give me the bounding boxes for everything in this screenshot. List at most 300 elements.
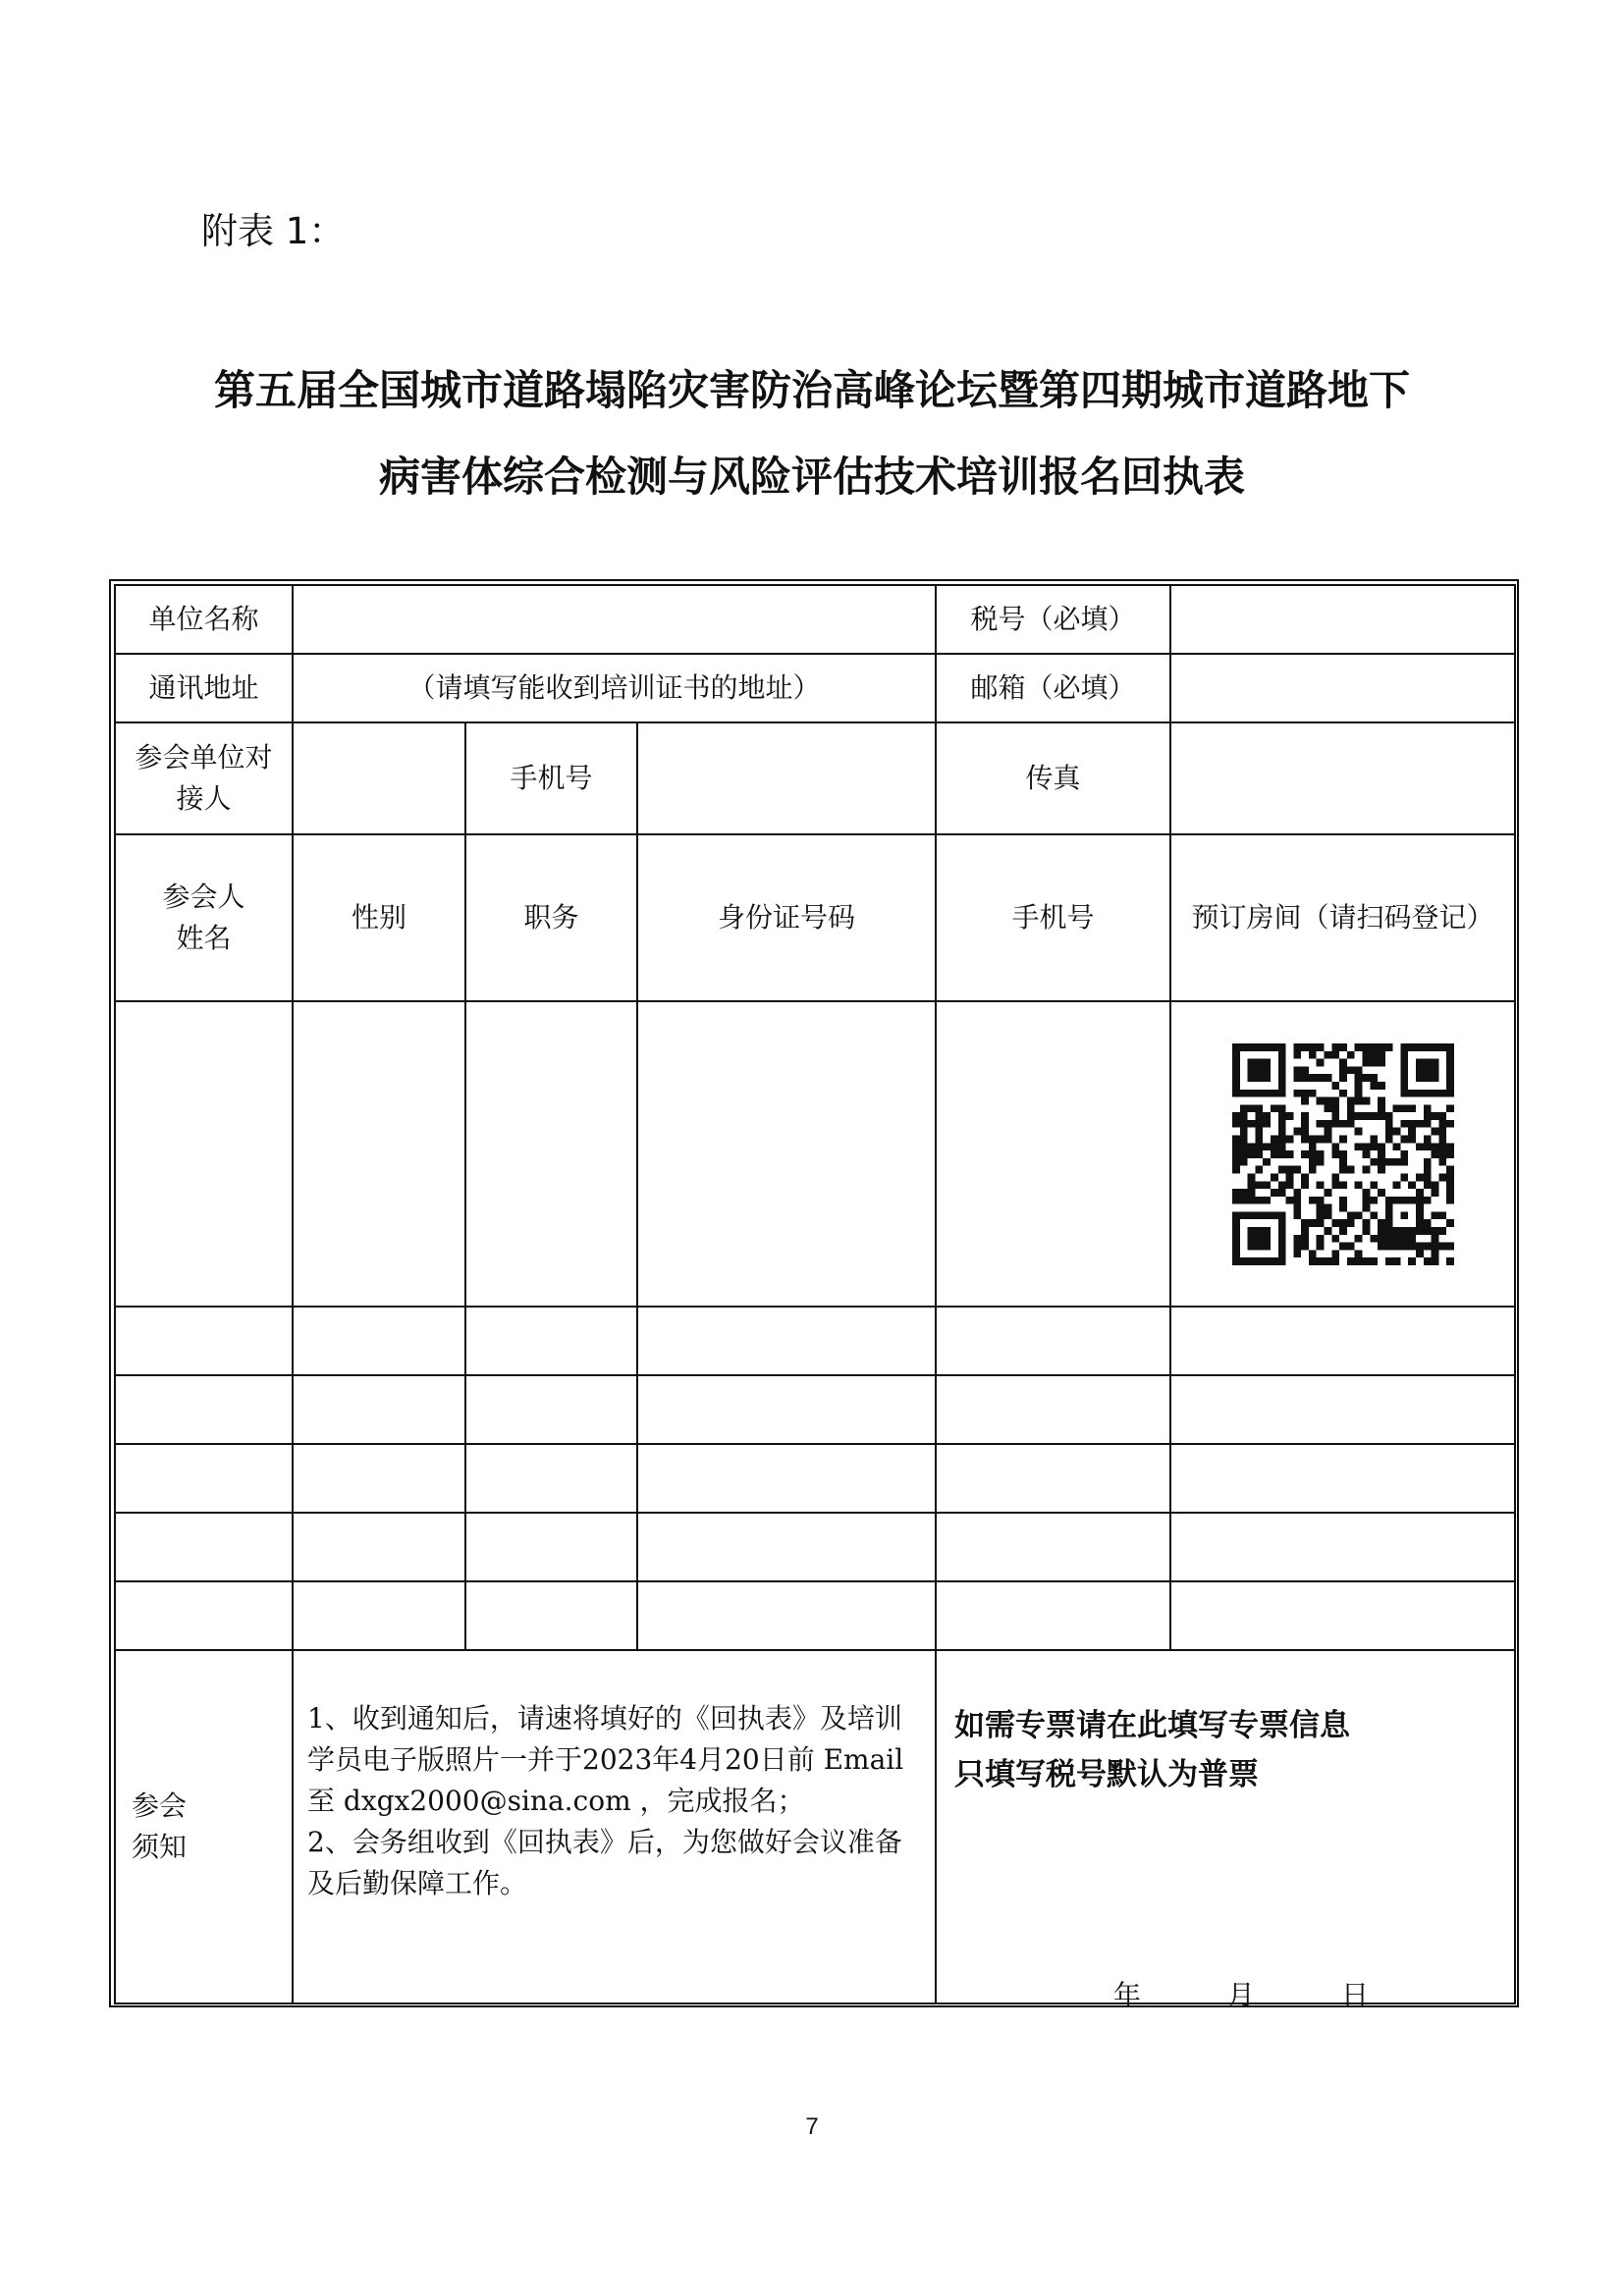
invoice-instruction-2: 只填写税号默认为普票 [954,1756,1260,1792]
qr-module [1301,1173,1309,1181]
blank-cell[interactable] [115,1307,293,1375]
blank-cell[interactable] [465,1581,637,1650]
qr-module [1232,1196,1240,1203]
qr-module [1362,1112,1370,1120]
qr-module [1423,1043,1431,1051]
qr-module [1431,1150,1438,1158]
qr-module [1232,1150,1240,1158]
qr-module [1232,1074,1240,1082]
qr-module [1339,1157,1347,1165]
qr-module [1232,1189,1240,1197]
qr-module [1255,1181,1263,1189]
qr-module [1270,1104,1277,1112]
qr-module [1232,1058,1240,1066]
qr-module [1446,1257,1454,1265]
address-field[interactable]: （请填写能收到培训证书的地址） [293,654,936,722]
qr-module [1346,1112,1354,1120]
qr-module [1400,1050,1408,1058]
qr-module [1384,1119,1392,1127]
qr-module [1301,1089,1309,1096]
qr-module [1255,1119,1263,1127]
blank-cell[interactable] [936,1581,1170,1650]
qr-module [1339,1074,1347,1082]
qr-module [1232,1242,1240,1250]
qr-module [1438,1173,1446,1181]
blank-cell[interactable] [936,1444,1170,1513]
qr-module [1263,1234,1271,1242]
qr-module [1392,1257,1400,1265]
qr-module [1263,1043,1271,1051]
qr-module [1384,1157,1392,1165]
mobile-header: 手机号 [936,834,1170,1001]
id-number-cell[interactable] [637,1001,936,1307]
qr-module [1384,1043,1392,1051]
qr-module [1232,1119,1240,1127]
qr-module [1247,1257,1255,1265]
blank-cell[interactable] [115,1375,293,1444]
qr-module [1255,1196,1263,1203]
qr-module [1384,1219,1392,1227]
qr-module [1446,1089,1454,1096]
qr-module [1293,1211,1301,1219]
qr-module [1423,1181,1431,1189]
attendee-name-cell[interactable] [115,1001,293,1307]
qr-module [1331,1257,1339,1265]
blank-cell[interactable] [293,1375,465,1444]
qr-module [1354,1257,1362,1265]
qr-module [1270,1143,1277,1150]
qr-module [1431,1058,1438,1066]
qr-module [1277,1165,1285,1173]
qr-module [1346,1165,1354,1173]
table-row [115,585,1515,654]
qr-module [1446,1043,1454,1051]
qr-module [1277,1050,1285,1058]
qr-module [1400,1135,1408,1143]
qr-module [1400,1074,1408,1082]
qr-module [1232,1211,1240,1219]
table-row [115,722,1515,834]
qr-module [1354,1066,1362,1074]
qr-module [1277,1127,1285,1135]
qr-module [1263,1112,1271,1120]
qr-module [1384,1227,1392,1235]
blank-cell[interactable] [1170,1444,1515,1513]
contact-label-line-2: 接人 [176,782,232,815]
blank-cell[interactable] [1170,1375,1515,1444]
qr-module [1339,1135,1347,1143]
qr-module [1431,1112,1438,1120]
qr-module [1293,1043,1301,1051]
qr-module [1247,1058,1255,1066]
qr-module [1285,1135,1293,1143]
qr-module [1446,1181,1454,1189]
qr-module [1277,1104,1285,1112]
qr-module [1255,1089,1263,1096]
qr-module [1416,1173,1424,1181]
notice-label-line-1: 参会 [132,1789,188,1822]
contact-label [115,722,293,834]
qr-module [1270,1135,1277,1143]
blank-cell[interactable] [637,1581,936,1650]
blank-cell[interactable] [936,1513,1170,1581]
qr-module [1308,1196,1316,1203]
qr-module [1354,1096,1362,1104]
qr-module [1346,1219,1354,1227]
qr-module [1263,1196,1271,1203]
qr-module [1232,1050,1240,1058]
qr-module [1277,1081,1285,1089]
qr-module [1316,1257,1324,1265]
id-number-header: 身份证号码 [637,834,936,1001]
qr-module [1400,1119,1408,1127]
qr-module [1423,1196,1431,1203]
notice-item-1-line-1: 1、收到通知后，请速将填好的《回执表》及培训 [307,1702,902,1735]
qr-module [1431,1189,1438,1197]
qr-module [1263,1143,1271,1150]
table-row [115,654,1515,722]
qr-module [1301,1096,1309,1104]
qr-module [1431,1211,1438,1219]
qr-module [1339,1219,1347,1227]
qr-module [1378,1043,1385,1051]
qr-module [1293,1050,1301,1058]
qr-module [1277,1074,1285,1082]
room-booking-header: 预订房间（请扫码登记） [1170,834,1515,1001]
date-month-label: 月 [1227,1979,1256,2011]
qr-module [1362,1189,1370,1197]
blank-cell[interactable] [293,1513,465,1581]
qr-module [1416,1219,1424,1227]
qr-module [1378,1096,1385,1104]
qr-module [1354,1127,1362,1135]
qr-module [1370,1257,1378,1265]
blank-cell[interactable] [293,1444,465,1513]
qr-module [1339,1242,1347,1250]
qr-module [1277,1089,1285,1096]
qr-module [1416,1143,1424,1150]
qr-module [1277,1181,1285,1189]
qr-module [1370,1181,1378,1189]
qr-module [1384,1234,1392,1242]
qr-module [1301,1181,1309,1189]
qr-module [1431,1043,1438,1051]
blank-cell[interactable] [1170,1581,1515,1650]
qr-module [1423,1135,1431,1143]
qr-module [1316,1096,1324,1104]
blank-cell[interactable] [465,1375,637,1444]
qr-module [1408,1196,1416,1203]
qr-module [1446,1058,1454,1066]
qr-module [1239,1189,1247,1197]
qr-module [1392,1143,1400,1150]
blank-cell[interactable] [465,1307,637,1375]
qr-module [1416,1242,1424,1250]
qr-module [1301,1219,1309,1227]
qr-module [1232,1135,1240,1143]
qr-module [1331,1081,1339,1089]
qr-module [1316,1196,1324,1203]
qr-module [1324,1189,1331,1197]
contact-name-field[interactable] [293,722,465,834]
qr-module [1285,1112,1293,1120]
blank-cell[interactable] [936,1307,1170,1375]
qr-module [1408,1135,1416,1143]
unit-name-field[interactable] [293,585,936,654]
qr-module [1255,1127,1263,1135]
qr-module [1346,1066,1354,1074]
qr-module [1331,1219,1339,1227]
qr-module [1232,1066,1240,1074]
qr-module [1277,1043,1285,1051]
qr-module [1416,1211,1424,1219]
qr-module [1232,1257,1240,1265]
qr-module [1293,1127,1301,1135]
qr-module [1370,1074,1378,1082]
qr-module [1239,1143,1247,1150]
qr-module [1247,1104,1255,1112]
qr-module [1331,1143,1339,1150]
qr-module [1277,1135,1285,1143]
qr-module [1270,1043,1277,1051]
qr-module [1423,1058,1431,1066]
qr-module [1446,1104,1454,1112]
table-row [115,1444,1515,1513]
qr-module [1416,1089,1424,1096]
document-title-line-2: 病害体综合检测与风险评估技术培训报名回执表 [378,453,1245,501]
blank-cell[interactable] [465,1513,637,1581]
qr-module [1331,1234,1339,1242]
qr-module [1354,1112,1362,1120]
qr-module [1339,1165,1347,1173]
qr-module [1446,1119,1454,1127]
blank-cell[interactable] [293,1581,465,1650]
qr-module [1301,1112,1309,1120]
qr-module [1255,1104,1263,1112]
qr-module [1255,1112,1263,1120]
qr-module [1362,1043,1370,1051]
qr-module [1431,1250,1438,1257]
qr-module [1324,1211,1331,1219]
qr-module [1277,1219,1285,1227]
qr-module [1446,1050,1454,1058]
qr-module [1400,1081,1408,1089]
qr-module [1308,1219,1316,1227]
qr-module [1301,1043,1309,1051]
qr-module [1324,1257,1331,1265]
qr-module [1263,1119,1271,1127]
qr-module [1239,1119,1247,1127]
qr-module [1370,1050,1378,1058]
qr-module [1416,1066,1424,1074]
qr-module [1316,1242,1324,1250]
qr-module [1423,1089,1431,1096]
qr-code-icon[interactable] [1232,1043,1454,1265]
qr-module [1431,1181,1438,1189]
qr-module [1247,1173,1255,1181]
qr-module [1247,1066,1255,1074]
blank-cell[interactable] [637,1375,936,1444]
qr-module [1392,1104,1400,1112]
qr-module [1331,1181,1339,1189]
qr-module [1239,1150,1247,1158]
qr-module [1255,1074,1263,1082]
document-title-line-1: 第五届全国城市道路塌陷灾害防治高峰论坛暨第四期城市道路地下 [213,366,1410,414]
qr-module [1285,1165,1293,1173]
qr-module [1423,1257,1431,1265]
qr-module [1438,1135,1446,1143]
qr-module [1392,1157,1400,1165]
blank-cell[interactable] [465,1444,637,1513]
qr-module [1301,1234,1309,1242]
gender-cell[interactable] [293,1001,465,1307]
email-field[interactable] [1170,654,1515,722]
qr-module [1263,1058,1271,1066]
qr-module [1416,1074,1424,1082]
tax-id-field[interactable] [1170,585,1515,654]
attendee-name-line-1: 参会人 [162,881,245,913]
qr-module [1239,1104,1247,1112]
qr-module [1277,1234,1285,1242]
qr-module [1324,1135,1331,1143]
qr-module [1263,1242,1271,1250]
qr-module [1378,1219,1385,1227]
qr-module [1354,1074,1362,1082]
qr-module [1285,1150,1293,1158]
qr-module [1247,1150,1255,1158]
invoice-info-cell[interactable] [936,1650,1515,2011]
qr-module [1346,1257,1354,1265]
qr-module [1331,1150,1339,1158]
qr-module [1346,1050,1354,1058]
qr-module [1232,1250,1240,1257]
qr-module [1446,1074,1454,1082]
qr-module [1277,1112,1285,1120]
qr-module [1239,1127,1247,1135]
qr-module [1277,1257,1285,1265]
qr-module [1392,1234,1400,1242]
qr-module [1247,1234,1255,1242]
qr-module [1346,1104,1354,1112]
qr-module [1255,1257,1263,1265]
qr-module [1392,1127,1400,1135]
qr-module [1384,1127,1392,1135]
notice-item-2-line-2: 及后勤保障工作。 [307,1867,528,1899]
qr-module [1416,1119,1424,1127]
table-row [115,1307,1515,1375]
qr-module [1277,1242,1285,1250]
gender-header: 性别 [293,834,465,1001]
qr-module [1438,1227,1446,1235]
qr-module [1277,1119,1285,1127]
qr-module [1316,1074,1324,1082]
qr-module [1316,1219,1324,1227]
qr-module [1408,1257,1416,1265]
qr-module [1247,1181,1255,1189]
qr-module [1301,1127,1309,1135]
qr-module [1446,1242,1454,1250]
blank-cell[interactable] [293,1307,465,1375]
fax-field[interactable] [1170,722,1515,834]
qr-module [1277,1143,1285,1150]
qr-module [1277,1066,1285,1074]
qr-module [1301,1066,1309,1074]
qr-module [1370,1157,1378,1165]
contact-mobile-field[interactable] [637,722,936,834]
position-cell[interactable] [465,1001,637,1307]
qr-module [1308,1043,1316,1051]
qr-module [1247,1196,1255,1203]
qr-module [1346,1211,1354,1219]
qr-module [1239,1196,1247,1203]
qr-module [1378,1242,1385,1250]
qr-module [1277,1189,1285,1197]
qr-module [1423,1219,1431,1227]
blank-cell[interactable] [115,1444,293,1513]
qr-module [1438,1043,1446,1051]
qr-module [1384,1196,1392,1203]
notice-label [115,1650,293,2003]
qr-module [1316,1157,1324,1165]
blank-cell[interactable] [1170,1307,1515,1375]
blank-cell[interactable] [936,1375,1170,1444]
qr-module [1339,1150,1347,1158]
qr-module [1423,1066,1431,1074]
qr-module [1232,1043,1240,1051]
qr-module [1446,1150,1454,1158]
qr-module [1416,1227,1424,1235]
blank-cell[interactable] [115,1513,293,1581]
qr-module [1293,1203,1301,1211]
qr-module [1339,1119,1347,1127]
blank-cell[interactable] [1170,1513,1515,1581]
qr-module [1408,1181,1416,1189]
qr-module [1232,1227,1240,1235]
qr-module [1301,1119,1309,1127]
qr-module [1400,1150,1408,1158]
qr-module [1301,1227,1309,1235]
blank-cell[interactable] [637,1444,936,1513]
mobile-cell[interactable] [936,1001,1170,1307]
qr-module [1277,1250,1285,1257]
qr-module [1446,1066,1454,1074]
blank-cell[interactable] [637,1513,936,1581]
qr-module [1416,1250,1424,1257]
qr-module [1400,1196,1408,1203]
qr-module [1232,1219,1240,1227]
qr-module [1362,1050,1370,1058]
qr-module [1255,1058,1263,1066]
qr-module [1263,1157,1271,1165]
blank-cell[interactable] [115,1581,293,1650]
qr-module [1339,1181,1347,1189]
qr-module [1293,1242,1301,1250]
qr-module [1232,1112,1240,1120]
qr-module [1370,1112,1378,1120]
qr-module [1263,1257,1271,1265]
blank-cell[interactable] [637,1307,936,1375]
qr-module [1301,1135,1309,1143]
qr-module [1316,1211,1324,1219]
qr-module [1293,1165,1301,1173]
qr-module [1392,1227,1400,1235]
qr-module [1331,1043,1339,1051]
qr-module [1324,1203,1331,1211]
qr-module [1408,1227,1416,1235]
qr-module [1446,1219,1454,1227]
qr-module [1370,1043,1378,1051]
qr-module [1316,1234,1324,1242]
